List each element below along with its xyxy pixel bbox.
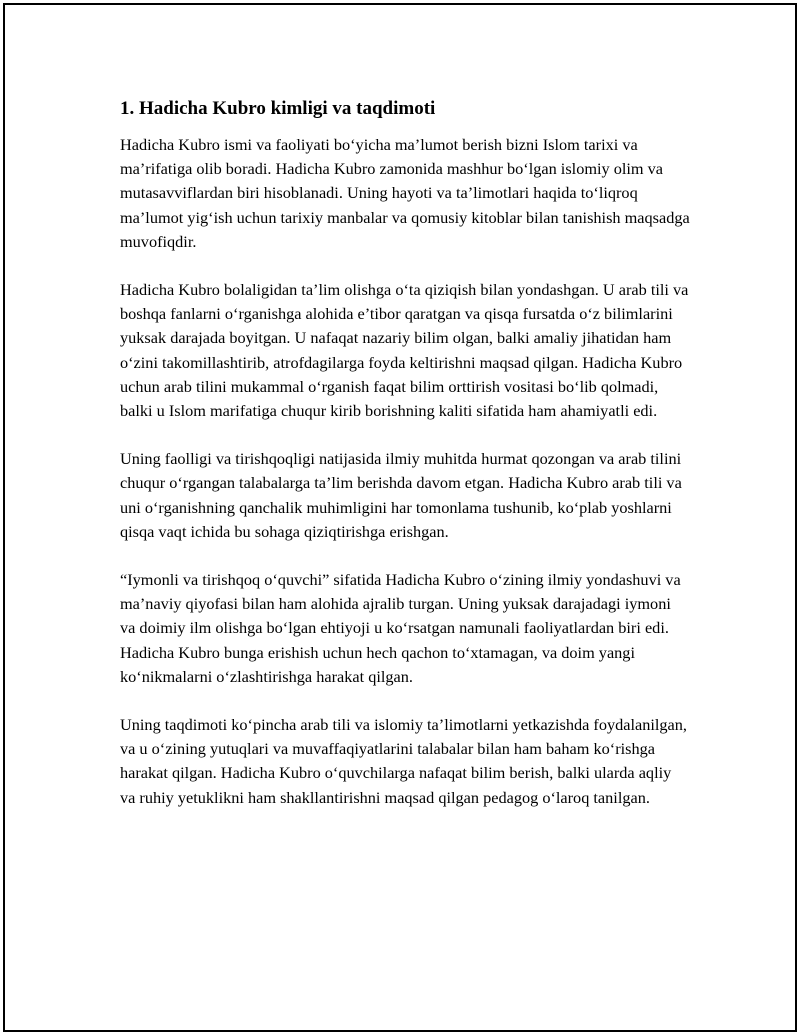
document-content [120, 97, 690, 834]
paragraph-4: “Iymonli va tirishqoq o‘quvchi” sifatida Hadicha Kubro o‘zining ilmiy yondashuvi va ma’naviy qiyofasi bilan ham alohida ajralib turgan. Uning yuksak darajadagi iymoni va doimiy ilm olishga bo‘lgan ehtiyoji u ko‘rsatgan namunali faoliyatlardan biri edi. Hadicha Kubro bunga erishish uchun hech qachon to‘xtamagan, va doim yangi ko‘nikmalarni o‘zlashtirishga harakat qilgan. [120, 570, 681, 686]
paragraph-1: Hadicha Kubro ismi va faoliyati bo‘yicha ma’lumot berish bizni Islom tarixi va ma’rifatiga olib boradi. Hadicha Kubro zamonida mashhur bo‘lgan islomiy olim va mutasavviflardan biri hisoblanadi. Uning hayoti va ta’limotlari haqida to‘liqroq ma’lumot yig‘ish uchun tarixiy manbalar va qomusiy kitoblar bilan tanishish maqsadga muvofiqdir. [120, 135, 690, 251]
paragraph-5: Uning taqdimoti ko‘pincha arab tili va islomiy ta’limotlarni yetkazishda foydalanilgan, va u o‘zining yutuqlari va muvaffaqiyatlarini talabalar bilan ham baham ko‘rishga harakat qilgan. Hadicha Kubro o‘quvchilarga nafaqat bilim berish, balki ularda aqliy va ruhiy yetuklikni ham shakllantirishni maqsad qilgan pedagog o‘laroq tanilgan. [120, 715, 687, 807]
document-page [3, 3, 797, 1032]
paragraph-2: Hadicha Kubro bolaligidan ta’lim olishga o‘ta qiziqish bilan yondashgan. U arab tili va boshqa fanlarni o‘rganishga alohida e’tibor qaratgan va qisqa fursatda o‘z bilimlarini yuksak darajada boyitgan. U nafaqat nazariy bilim olgan, balki amaliy jihatidan ham o‘zini takomillashtirib, atrofdagilarga foyda keltirishni maqsad qilgan. Hadicha Kubro uchun arab tilini mukammal o‘rganish faqat bilim orttirish vositasi bo‘lib qolmadi, balki u Islom marifatiga chuqur kirib borishning kaliti sifatida ham ahamiyatli edi. [120, 280, 689, 421]
section-heading: 1. Hadicha Kubro kimligi va taqdimoti [120, 98, 436, 119]
paragraph-3: Uning faolligi va tirishqoqligi natijasida ilmiy muhitda hurmat qozongan va arab tilini chuqur o‘rgangan talabalarga ta’lim berishda davom etgan. Hadicha Kubro arab tili va uni o‘rganishning qanchalik muhimligini har tomonlama tushunib, ko‘plab yoshlarni qisqa vaqt ichida bu sohaga qiziqtirishga erishgan. [120, 449, 682, 541]
